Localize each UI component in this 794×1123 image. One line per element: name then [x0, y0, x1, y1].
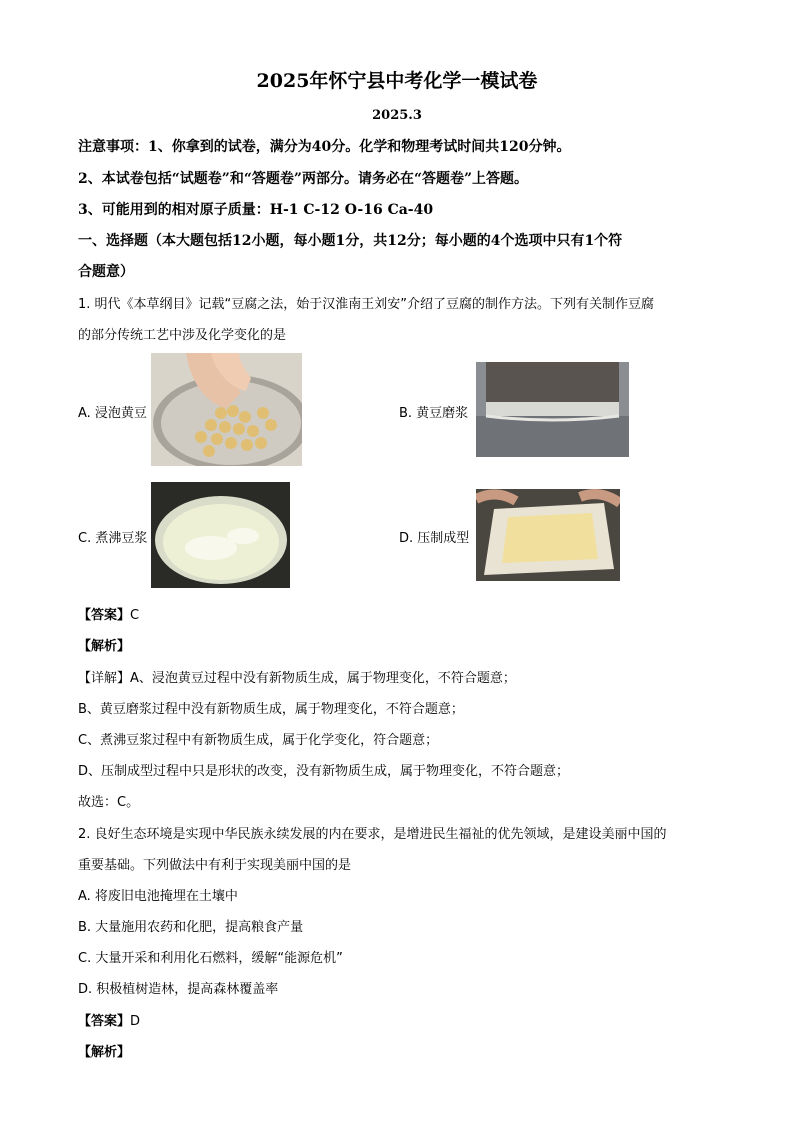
q2-stem-line2: 重要基础。下列做法中有利于实现美丽中国的是	[78, 858, 352, 873]
q1-option-b-label: B. 黄豆磨浆	[399, 406, 469, 421]
q2-option-a: A. 将废旧电池掩埋在土壤中	[78, 889, 238, 904]
answer-tag: 【答案】	[78, 608, 131, 623]
q1-option-c-label: C. 煮沸豆浆	[78, 531, 148, 546]
answer-value: D	[130, 1014, 141, 1029]
q2-analysis-tag: 【解析】	[78, 1045, 131, 1060]
section-heading-line1: 一、选择题（本大题包括12小题，每小题1分，共12分；每小题的4个选项中只有1个符	[78, 233, 623, 249]
q1-answer	[78, 604, 139, 623]
q2-option-d: D. 积极植树造林，提高森林覆盖率	[78, 982, 279, 997]
answer-tag: 【答案】	[78, 1014, 131, 1029]
note-2: 2、本试卷包括“试题卷”和“答题卷”两部分。请务必在“答题卷”上答题。	[78, 171, 529, 187]
q1-option-d-label: D. 压制成型	[399, 531, 470, 546]
section-heading-line2: 合题意）	[78, 264, 134, 280]
answer-value: C	[130, 608, 140, 623]
q1-detail-line3: C、煮沸豆浆过程中有新物质生成，属于化学变化，符合题意；	[78, 733, 439, 748]
exam-date: 2025.3	[372, 108, 422, 123]
q1-stem-line1: 1. 明代《本草纲目》记载“豆腐之法，始于汉淮南王刘安”介绍了豆腐的制作方法。下列有关制作豆腐	[78, 297, 655, 312]
stone-mill-grinding-photo	[476, 362, 629, 457]
pressing-tofu-photo	[476, 489, 620, 581]
q1-detail-line5: 故选：C。	[78, 795, 140, 810]
q1-detail-line1: 【详解】A、浸泡黄豆过程中没有新物质生成，属于物理变化，不符合题意；	[78, 671, 516, 686]
page-title: 2025年怀宁县中考化学一模试卷	[256, 70, 538, 92]
note-3: 3、可能用到的相对原子质量：H-1 C-12 O-16 Ca-40	[78, 202, 434, 218]
q1-stem-line2: 的部分传统工艺中涉及化学变化的是	[78, 328, 287, 343]
boiling-soy-milk-photo	[151, 482, 290, 588]
q2-answer	[78, 1010, 140, 1029]
q1-option-a-label: A. 浸泡黄豆	[78, 406, 147, 421]
soaking-soybeans-photo	[151, 353, 302, 466]
q1-detail-line2: B、黄豆磨浆过程中没有新物质生成，属于物理变化，不符合题意；	[78, 702, 464, 717]
q2-option-c: C. 大量开采和利用化石燃料，缓解“能源危机”	[78, 951, 343, 966]
q1-analysis-tag: 【解析】	[78, 639, 131, 654]
q2-stem-line1: 2. 良好生态环境是实现中华民族永续发展的内在要求，是增进民生福祉的优先领域，是建设美丽中国的	[78, 827, 667, 842]
q2-option-b: B. 大量施用农药和化肥，提高粮食产量	[78, 920, 304, 935]
q1-detail-line4: D、压制成型过程中只是形状的改变，没有新物质生成，属于物理变化，不符合题意；	[78, 764, 570, 779]
note-1: 注意事项：1、你拿到的试卷，满分为40分。化学和物理考试时间共120分钟。	[78, 139, 571, 155]
